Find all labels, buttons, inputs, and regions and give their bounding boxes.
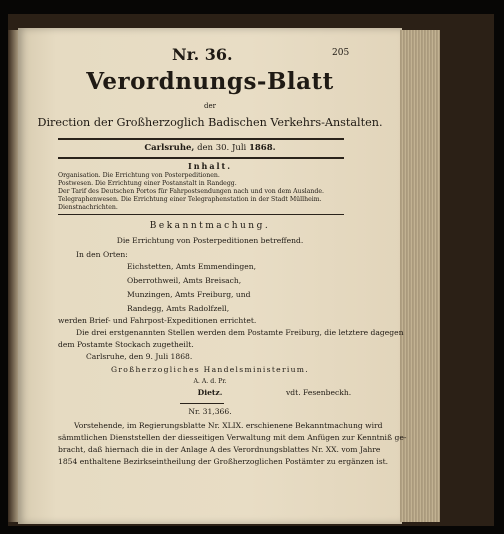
issue-number: Nr. 36. — [172, 45, 233, 64]
second-line: bracht, daß hiernach die in der Anlage A des Verordnungsblattes Nr. XX. vom Jahre — [58, 445, 381, 454]
rule-inhalt — [58, 214, 344, 215]
inhalt-line: Dienstnachrichten. — [58, 204, 118, 211]
dateline — [18, 143, 402, 153]
inhalt-line: Postwesen. Die Errichtung einer Postanstalt in Randegg. — [58, 180, 237, 187]
dateline-year: 1868. — [248, 143, 276, 153]
inhalt-heading: Inhalt. — [187, 161, 233, 171]
second-line: sämmtlichen Dienststellen der diesseitigen Verwaltung mit dem Anfügen zur Kenntniß ge- — [58, 433, 407, 442]
second-line: Vorstehende, im Regierungsblatte Nr. XLIX. erschienene Bekanntmachung wird — [74, 421, 383, 430]
dateline-date: den 30. Juli — [197, 143, 247, 153]
rule-top — [58, 138, 344, 140]
inhalt-line: Telegraphenwesen. Die Errichtung einer Telegraphenstation in der Stadt Müllheim. — [58, 196, 322, 203]
ministry-name: Großherzogliches Handelsministerium. — [110, 365, 310, 374]
title-der: der — [204, 102, 216, 110]
bekanntmachung-heading: Bekanntmachung. — [149, 221, 271, 231]
signatory-name: Dietz. — [197, 388, 223, 397]
place-item: Munzingen, Amts Freiburg, und — [127, 290, 251, 299]
second-line: 1854 enthaltene Bezirkseintheilung der Großherzoglichen Postämter zu ergänzen ist. — [58, 457, 389, 466]
page-number: 205 — [332, 48, 350, 58]
page-edges — [400, 30, 440, 522]
rule-bottom — [58, 157, 344, 159]
signed-place-date: Carlsruhe, den 9. Juli 1868. — [86, 352, 193, 361]
section-divider — [180, 403, 224, 404]
second-number: Nr. 31,366. — [188, 407, 232, 416]
place-item: Oberrothweil, Amts Breisach, — [127, 276, 242, 285]
inhalt-line: Der Tarif des Deutschen Portos für Fahrpostsendungen nach und von dem Auslande. — [58, 188, 324, 195]
bekanntmachung-subject: Die Errichtung von Posterpeditionen betreffend. — [116, 236, 304, 245]
places-intro: In den Orten: — [76, 250, 128, 259]
place-item: Randegg, Amts Radolfzell, — [127, 304, 230, 313]
issuer-line: Direction der Großherzoglich Badischen Verkehrs-Anstalten. — [37, 116, 383, 129]
bekanntmachung-text: werden Brief- und Fahrpost-Expeditionen errichtet. — [58, 316, 257, 325]
vdt-signature: vdt. Fesenbeckh. — [286, 388, 352, 397]
aad-note: A. A. d. Pr. — [193, 378, 227, 385]
inhalt-line: Organisation. Die Errichtung von Posterpeditionen. — [58, 172, 220, 179]
bekanntmachung-text: Die drei erstgenannten Stellen werden dem Postamte Freiburg, die letztere dagegen — [76, 328, 404, 337]
document-title: Verordnungs-Blatt — [86, 68, 334, 95]
dateline-place: Carlsruhe, — [144, 143, 195, 153]
bekanntmachung-text: dem Postamte Stockach zugetheilt. — [58, 340, 194, 349]
place-item: Eichstetten, Amts Emmendingen, — [127, 262, 257, 271]
